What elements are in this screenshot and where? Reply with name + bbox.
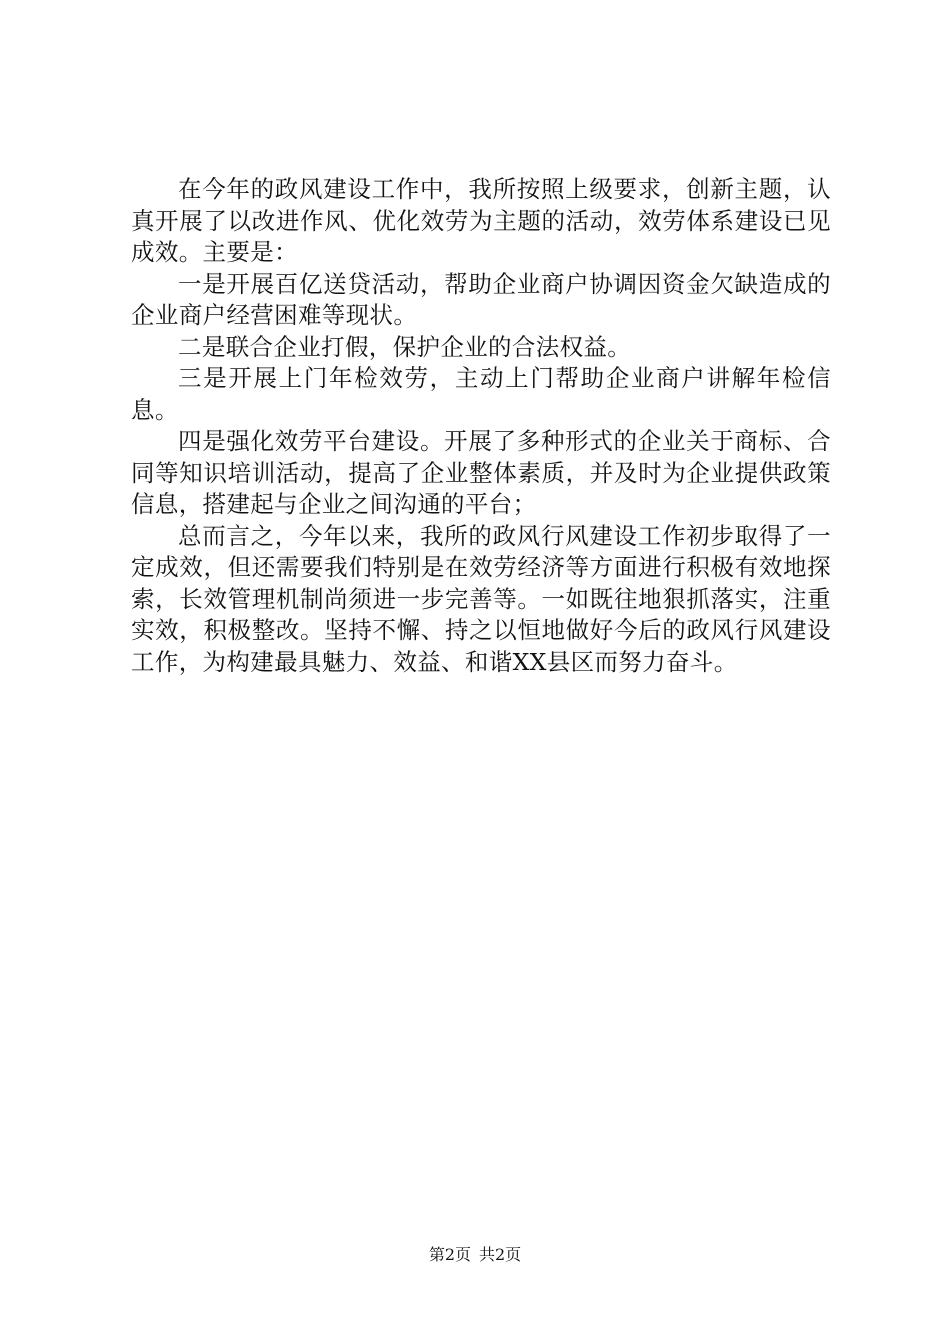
paragraph-summary: 总而言之，今年以来，我所的政风行风建设工作初步取得了一定成效，但还需要我们特别是在效劳经济等方面进行积极有效地探索，长效管理机制尚须进一步完善等。一如既往地狠抓落实，注重实效，积极整改。坚持不懈、持之以恒地做好今后的政风行风建设工作，为构建最具魅力、效益、和谐XX县区而努力奋斗。 [131, 521, 831, 676]
paragraph-item-2: 二是联合企业打假，保护企业的合法权益。 [178, 332, 632, 361]
page-number-current: 第2页 [428, 1245, 471, 1264]
page-number-total: 共2页 [479, 1245, 522, 1264]
paragraph-item-4: 四是强化效劳平台建设。开展了多种形式的企业关于商标、合同等知识培训活动，提高了企业整体素质，并及时为企业提供政策信息，搭建起与企业之间沟通的平台； [131, 427, 831, 518]
page-footer [0, 1244, 950, 1266]
paragraph-item-3: 三是开展上门年检效劳，主动上门帮助企业商户讲解年检信息。 [131, 364, 831, 424]
paragraph-intro: 在今年的政风建设工作中，我所按照上级要求，创新主题，认真开展了以改进作风、优化效劳为主题的活动，效劳体系建设已见成效。主要是： [131, 175, 831, 266]
paragraph-item-1: 一是开展百亿送贷活动，帮助企业商户协调因资金欠缺造成的企业商户经营困难等现状。 [131, 269, 831, 329]
document-body [131, 174, 831, 678]
